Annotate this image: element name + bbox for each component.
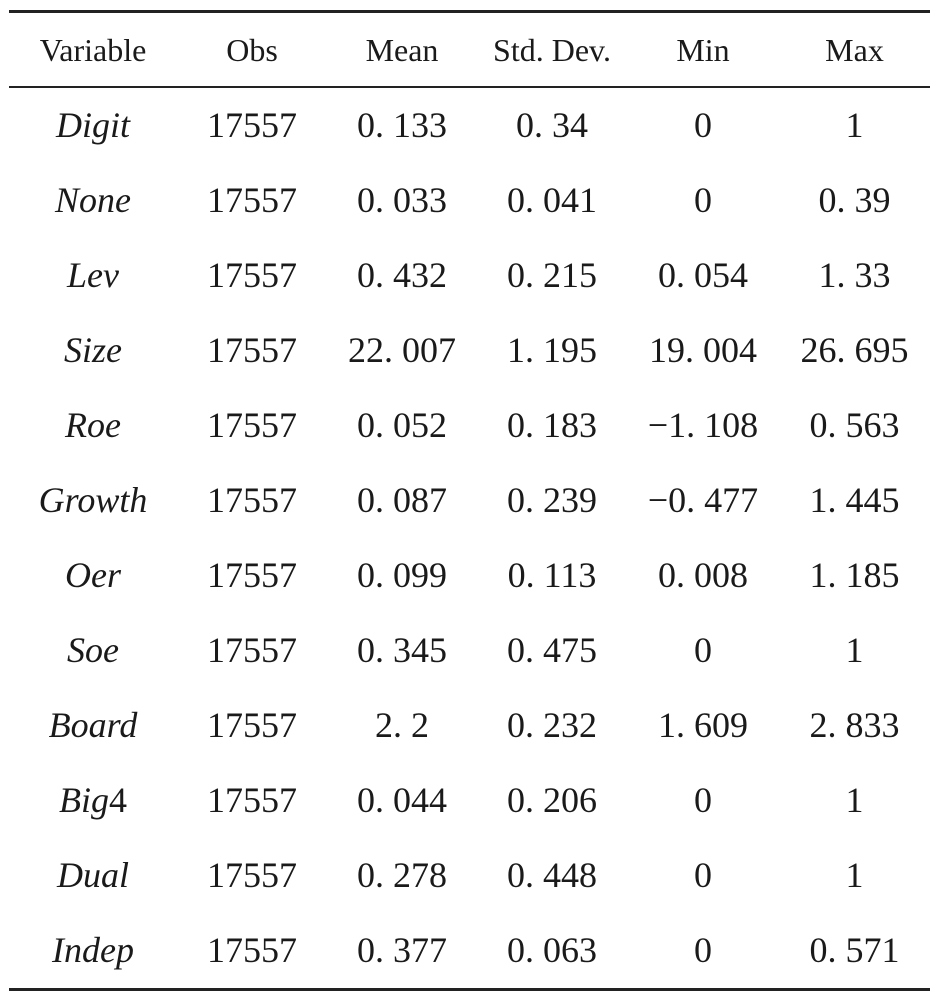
mean-value: 0. 432: [357, 255, 447, 295]
obs-value: 17557: [207, 780, 297, 820]
min-value: 0: [694, 105, 712, 145]
std-dev-value: 0. 206: [507, 780, 597, 820]
min-value: 0: [694, 930, 712, 970]
std-dev-value: 0. 063: [507, 930, 597, 970]
header-variable: Variable: [39, 32, 147, 68]
mean-value: 0. 044: [357, 780, 447, 820]
header-std-dev: Std. Dev.: [493, 32, 611, 68]
max-value: 0. 571: [809, 930, 900, 970]
std-dev-value: 0. 232: [507, 705, 597, 745]
variable-name: Board: [48, 705, 138, 745]
header-obs: Obs: [226, 32, 278, 68]
max-value: 0. 563: [809, 405, 900, 445]
min-value: 19. 004: [649, 330, 757, 370]
min-value: 0: [694, 180, 712, 220]
std-dev-value: 0. 239: [507, 480, 597, 520]
variable-name: Digit: [55, 105, 130, 145]
mean-value: 0. 133: [357, 105, 447, 145]
obs-value: 17557: [207, 405, 297, 445]
std-dev-value: 0. 041: [507, 180, 597, 220]
mean-value: 0. 099: [357, 555, 447, 595]
mean-value: 0. 278: [357, 855, 447, 895]
header-mean: Mean: [365, 32, 439, 68]
mean-value: 0. 377: [357, 930, 447, 970]
max-value: 1: [845, 105, 864, 145]
min-value: 0: [694, 780, 712, 820]
max-value: 1: [845, 780, 864, 820]
min-value: 0: [694, 630, 712, 670]
obs-value: 17557: [207, 480, 297, 520]
variable-name: Roe: [65, 405, 121, 445]
obs-value: 17557: [207, 630, 297, 670]
max-value: 1: [845, 855, 864, 895]
header-min: Min: [676, 32, 730, 68]
std-dev-value: 0. 448: [507, 855, 597, 895]
max-value: 1. 445: [809, 480, 900, 520]
variable-name-italic: Big: [59, 780, 109, 820]
variable-name: Size: [64, 330, 122, 370]
min-value: −1. 108: [647, 405, 759, 445]
obs-value: 17557: [207, 555, 297, 595]
variable-name: [9, 763, 177, 838]
std-dev-value: 0. 475: [507, 630, 597, 670]
max-value: 1: [845, 630, 864, 670]
obs-value: 17557: [207, 180, 297, 220]
mean-value: 0. 052: [357, 405, 447, 445]
mean-value: 0. 033: [357, 180, 447, 220]
variable-name: Indep: [52, 930, 134, 970]
min-value: 0: [694, 855, 712, 895]
mean-value: 22. 007: [348, 330, 456, 370]
mean-value: 0. 087: [357, 480, 447, 520]
std-dev-value: 0. 113: [507, 555, 597, 595]
obs-value: 17557: [207, 855, 297, 895]
variable-name-upright: 4: [109, 780, 127, 820]
std-dev-value: 0. 34: [516, 105, 588, 145]
variable-name: Soe: [67, 630, 119, 670]
variable-name: Oer: [65, 555, 121, 595]
mean-value: 2. 2: [375, 705, 429, 745]
min-value: −0. 477: [647, 480, 759, 520]
variable-name: Dual: [57, 855, 129, 895]
std-dev-value: 0. 183: [507, 405, 597, 445]
max-value: 2. 833: [809, 705, 900, 745]
min-value: 0. 008: [658, 555, 748, 595]
mean-value: 0. 345: [357, 630, 447, 670]
obs-value: 17557: [207, 105, 297, 145]
min-value: 1. 609: [658, 705, 748, 745]
min-value: 0. 054: [658, 255, 748, 295]
obs-value: 17557: [207, 330, 297, 370]
obs-value: 17557: [207, 255, 297, 295]
obs-value: 17557: [207, 705, 297, 745]
variable-name: Lev: [67, 255, 119, 295]
max-value: 26. 695: [800, 330, 909, 370]
variable-name: Growth: [38, 480, 148, 520]
header-max: Max: [825, 32, 884, 68]
std-dev-value: 1. 195: [507, 330, 597, 370]
bottom-rule: [9, 988, 930, 991]
max-value: 0. 39: [818, 180, 891, 220]
max-value: 1. 185: [809, 555, 900, 595]
std-dev-value: 0. 215: [507, 255, 597, 295]
max-value: 1. 33: [818, 255, 891, 295]
variable-name: None: [55, 180, 131, 220]
obs-value: 17557: [207, 930, 297, 970]
